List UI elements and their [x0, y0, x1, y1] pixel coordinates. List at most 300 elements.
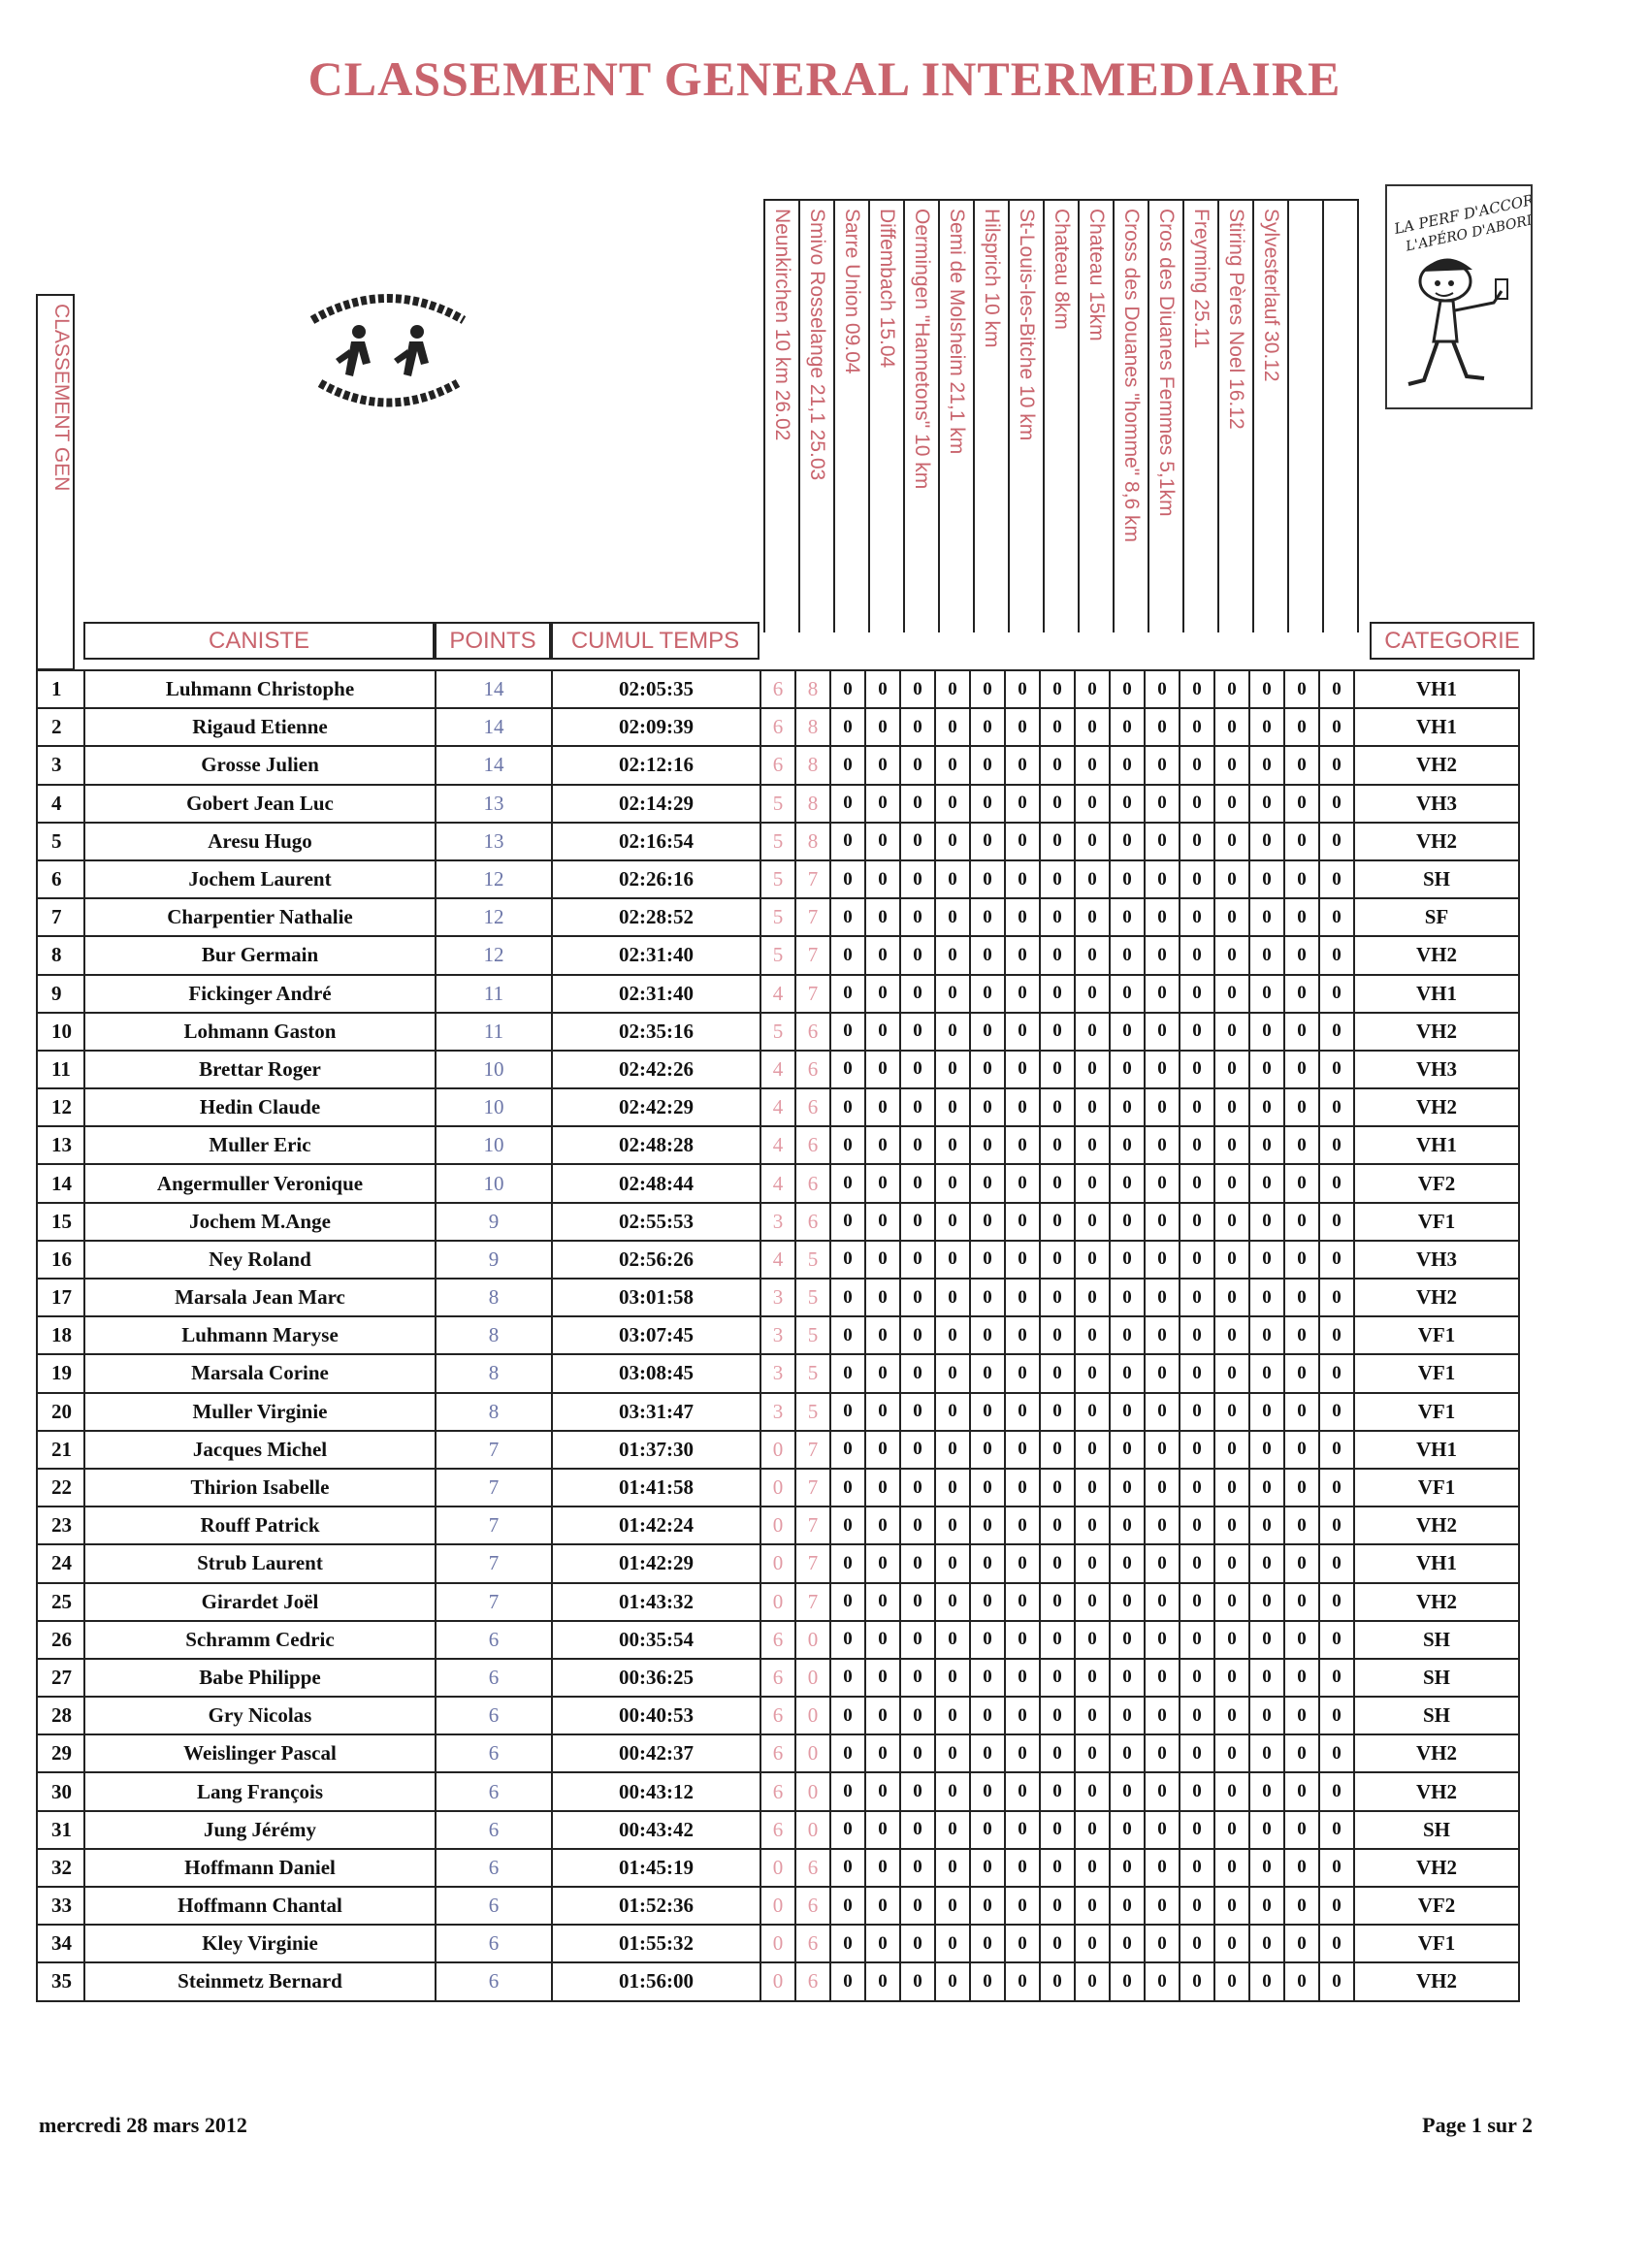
race-points-cell: 0 [1145, 1279, 1180, 1316]
cumul-time-cell: 02:42:26 [552, 1051, 760, 1088]
race-points-cell: 0 [1284, 936, 1319, 974]
categorie-cell: VF2 [1354, 1164, 1519, 1202]
caniste-name: Schramm Cedric [84, 1621, 436, 1659]
race-points-cell: 0 [865, 785, 900, 823]
race-points-cell: 0 [1040, 1126, 1075, 1164]
race-points-cell: 0 [970, 1583, 1005, 1621]
categorie-cell: VF2 [1354, 1887, 1519, 1925]
caniste-name: Jacques Michel [84, 1431, 436, 1469]
race-points-cell: 0 [1040, 1354, 1075, 1392]
rank-cell: 9 [37, 975, 84, 1013]
points-cell: 12 [436, 936, 552, 974]
points-cell: 8 [436, 1393, 552, 1431]
race-points-cell: 5 [795, 1241, 830, 1279]
categorie-cell: VH2 [1354, 1734, 1519, 1772]
race-points-cell: 0 [1249, 1849, 1284, 1887]
points-cell: 6 [436, 1772, 552, 1810]
race-points-cell: 0 [970, 860, 1005, 898]
race-points-cell: 0 [1284, 1962, 1319, 2000]
points-cell: 7 [436, 1544, 552, 1582]
race-points-cell: 0 [1040, 936, 1075, 974]
table-row [37, 1088, 1519, 1126]
table-row [37, 975, 1519, 1013]
race-points-cell: 0 [1040, 1316, 1075, 1354]
race-points-cell: 0 [1214, 1697, 1249, 1734]
race-points-cell: 0 [830, 1887, 865, 1925]
race-header-9 [1045, 201, 1080, 632]
table-row [37, 1469, 1519, 1507]
race-points-cell: 4 [760, 1126, 795, 1164]
race-points-cell: 0 [1249, 1126, 1284, 1164]
race-points-cell: 0 [865, 1544, 900, 1582]
race-points-cell: 0 [1284, 1469, 1319, 1507]
column-header-categorie: CATEGORIE [1370, 622, 1535, 660]
cumul-time-cell: 02:14:29 [552, 785, 760, 823]
race-name: Hilsprich 10 km [981, 209, 1003, 348]
race-points-cell: 0 [970, 1621, 1005, 1659]
categorie-cell: VF1 [1354, 1925, 1519, 1962]
table-row [37, 1621, 1519, 1659]
caniste-name: Weislinger Pascal [84, 1734, 436, 1772]
race-points-cell: 0 [900, 1431, 935, 1469]
race-points-cell: 0 [900, 670, 935, 708]
race-points-cell: 0 [1180, 670, 1214, 708]
race-points-cell: 0 [760, 1962, 795, 2000]
race-points-cell: 0 [1110, 1279, 1145, 1316]
race-points-cell: 0 [1249, 1316, 1284, 1354]
race-points-cell: 0 [1319, 1697, 1354, 1734]
race-points-cell: 0 [1110, 1849, 1145, 1887]
table-row [37, 1354, 1519, 1392]
race-points-cell: 0 [1145, 1203, 1180, 1241]
categorie-cell: VH3 [1354, 785, 1519, 823]
race-points-cell: 0 [865, 860, 900, 898]
race-points-cell: 0 [865, 1013, 900, 1051]
race-points-cell: 0 [935, 1697, 970, 1734]
points-cell: 7 [436, 1583, 552, 1621]
race-points-cell: 5 [760, 860, 795, 898]
points-cell: 13 [436, 823, 552, 860]
race-points-cell: 0 [1249, 746, 1284, 784]
cumul-time-cell: 00:40:53 [552, 1697, 760, 1734]
race-points-cell: 0 [1214, 1621, 1249, 1659]
rank-cell: 22 [37, 1469, 84, 1507]
race-points-cell: 0 [1249, 1469, 1284, 1507]
race-points-cell: 0 [1145, 1241, 1180, 1279]
race-points-cell: 0 [1284, 1734, 1319, 1772]
race-points-cell: 0 [1145, 1164, 1180, 1202]
race-header-2 [800, 201, 835, 632]
caniste-name: Rouff Patrick [84, 1507, 436, 1544]
cumul-time-cell: 02:12:16 [552, 746, 760, 784]
race-points-cell: 0 [1180, 1164, 1214, 1202]
race-points-cell: 0 [1110, 1241, 1145, 1279]
race-points-cell: 0 [1319, 1544, 1354, 1582]
race-points-cell: 0 [1214, 1316, 1249, 1354]
points-cell: 6 [436, 1962, 552, 2000]
race-points-cell: 0 [1005, 1811, 1040, 1849]
race-points-cell: 0 [1005, 1583, 1040, 1621]
race-points-cell: 0 [1075, 1051, 1110, 1088]
race-points-cell: 0 [1040, 785, 1075, 823]
race-points-cell: 0 [1145, 1811, 1180, 1849]
race-points-cell: 0 [1005, 1925, 1040, 1962]
race-points-cell: 0 [1319, 1279, 1354, 1316]
race-points-cell: 0 [970, 898, 1005, 936]
print-date: mercredi 28 mars 2012 [39, 2113, 247, 2137]
points-cell: 6 [436, 1659, 552, 1697]
race-points-cell: 0 [900, 1203, 935, 1241]
race-points-cell: 0 [830, 1469, 865, 1507]
race-points-cell: 0 [1180, 1316, 1214, 1354]
race-points-cell: 0 [865, 670, 900, 708]
rank-cell: 7 [37, 898, 84, 936]
race-points-cell: 0 [1180, 936, 1214, 974]
rank-cell: 30 [37, 1772, 84, 1810]
race-points-cell: 0 [935, 1051, 970, 1088]
race-points-cell: 0 [1180, 708, 1214, 746]
race-points-cell: 0 [1319, 1772, 1354, 1810]
race-points-cell: 0 [830, 1088, 865, 1126]
race-points-cell: 0 [935, 1279, 970, 1316]
race-points-cell: 0 [900, 975, 935, 1013]
race-points-cell: 0 [900, 1279, 935, 1316]
rank-cell: 25 [37, 1583, 84, 1621]
caniste-name: Brettar Roger [84, 1051, 436, 1088]
race-points-cell: 0 [970, 1925, 1005, 1962]
race-points-cell: 0 [1040, 1925, 1075, 1962]
race-points-cell: 0 [1249, 1203, 1284, 1241]
race-points-cell: 0 [1075, 1849, 1110, 1887]
race-points-cell: 0 [865, 1316, 900, 1354]
race-points-cell: 0 [900, 1393, 935, 1431]
race-points-cell: 0 [1249, 1962, 1284, 2000]
race-points-cell: 0 [1180, 1811, 1214, 1849]
race-points-cell: 0 [1214, 1544, 1249, 1582]
race-points-cell: 0 [1040, 1697, 1075, 1734]
race-points-cell: 0 [1005, 1164, 1040, 1202]
race-points-cell: 0 [1249, 1164, 1284, 1202]
race-points-cell: 0 [970, 936, 1005, 974]
race-points-cell: 0 [830, 1659, 865, 1697]
race-points-cell: 0 [830, 746, 865, 784]
race-points-cell: 0 [1145, 1469, 1180, 1507]
race-points-cell: 0 [1110, 1469, 1145, 1507]
race-points-cell: 0 [865, 1621, 900, 1659]
rank-cell: 32 [37, 1849, 84, 1887]
race-points-cell: 0 [900, 746, 935, 784]
points-cell: 7 [436, 1431, 552, 1469]
race-points-cell: 0 [1180, 1507, 1214, 1544]
race-points-cell: 0 [1180, 1088, 1214, 1126]
table-row [37, 1164, 1519, 1202]
points-cell: 6 [436, 1925, 552, 1962]
race-points-cell: 0 [1214, 785, 1249, 823]
race-points-cell: 0 [1284, 1507, 1319, 1544]
race-points-cell: 0 [1075, 1203, 1110, 1241]
race-points-cell: 0 [935, 1088, 970, 1126]
race-points-cell: 0 [865, 1469, 900, 1507]
categorie-cell: SH [1354, 1621, 1519, 1659]
race-points-cell: 0 [970, 1469, 1005, 1507]
race-points-cell: 0 [1249, 670, 1284, 708]
race-points-cell: 7 [795, 936, 830, 974]
race-points-cell: 0 [1110, 746, 1145, 784]
race-points-cell: 0 [1284, 898, 1319, 936]
rank-cell: 2 [37, 708, 84, 746]
race-points-cell: 0 [1284, 1393, 1319, 1431]
caniste-name: Rigaud Etienne [84, 708, 436, 746]
table-row [37, 1583, 1519, 1621]
points-cell: 7 [436, 1469, 552, 1507]
points-cell: 13 [436, 785, 552, 823]
race-points-cell: 0 [865, 1659, 900, 1697]
points-cell: 9 [436, 1241, 552, 1279]
table-row [37, 1772, 1519, 1810]
caniste-name: Jochem M.Ange [84, 1203, 436, 1241]
table-row [37, 898, 1519, 936]
race-points-cell: 0 [1075, 746, 1110, 784]
race-points-cell: 0 [1214, 1734, 1249, 1772]
race-points-cell: 0 [865, 746, 900, 784]
race-points-cell: 0 [935, 1393, 970, 1431]
race-points-cell: 0 [1180, 1697, 1214, 1734]
race-points-cell: 0 [1040, 975, 1075, 1013]
caniste-name: Hoffmann Chantal [84, 1887, 436, 1925]
race-points-cell: 0 [1040, 1279, 1075, 1316]
race-points-cell: 0 [1319, 1734, 1354, 1772]
race-points-cell: 0 [830, 1962, 865, 2000]
cumul-time-cell: 00:35:54 [552, 1621, 760, 1659]
race-points-cell: 0 [1110, 1088, 1145, 1126]
caniste-name: Muller Virginie [84, 1393, 436, 1431]
race-points-cell: 0 [795, 1697, 830, 1734]
race-points-cell: 0 [1180, 1241, 1214, 1279]
caniste-name: Jochem Laurent [84, 860, 436, 898]
race-points-cell: 0 [1284, 1621, 1319, 1659]
race-points-cell: 0 [1319, 823, 1354, 860]
apero-runner-logo [1385, 184, 1533, 409]
race-points-cell: 0 [1075, 975, 1110, 1013]
race-points-cell: 0 [1040, 1164, 1075, 1202]
race-points-cell: 0 [1145, 1772, 1180, 1810]
classement-gen-label: CLASSEMENT GEN [50, 304, 73, 492]
runners-club-logo [291, 281, 485, 427]
race-points-cell: 0 [1214, 746, 1249, 784]
race-points-cell: 0 [1110, 785, 1145, 823]
cumul-time-cell: 01:45:19 [552, 1849, 760, 1887]
race-points-cell: 0 [935, 898, 970, 936]
race-points-cell: 0 [970, 1393, 1005, 1431]
race-points-cell: 0 [1249, 1583, 1284, 1621]
categorie-cell: VH1 [1354, 708, 1519, 746]
cumul-time-cell: 02:55:53 [552, 1203, 760, 1241]
categorie-cell: VH1 [1354, 1431, 1519, 1469]
caniste-name: Gobert Jean Luc [84, 785, 436, 823]
race-points-cell: 0 [970, 1316, 1005, 1354]
race-points-cell: 0 [970, 1431, 1005, 1469]
race-name: Semi de Molsheim 21,1 km [946, 209, 968, 455]
table-row [37, 1697, 1519, 1734]
race-header-10 [1080, 201, 1115, 632]
race-points-cell: 0 [1145, 1887, 1180, 1925]
table-row [37, 823, 1519, 860]
race-points-cell: 0 [1284, 1659, 1319, 1697]
categorie-cell: VH1 [1354, 670, 1519, 708]
points-cell: 10 [436, 1164, 552, 1202]
cumul-time-cell: 01:43:32 [552, 1583, 760, 1621]
race-points-cell: 0 [1284, 1583, 1319, 1621]
race-points-cell: 0 [1284, 1164, 1319, 1202]
race-points-cell: 0 [865, 1431, 900, 1469]
cumul-time-cell: 02:31:40 [552, 975, 760, 1013]
race-points-cell: 7 [795, 1469, 830, 1507]
cumul-time-cell: 00:42:37 [552, 1734, 760, 1772]
race-points-cell: 0 [970, 1887, 1005, 1925]
table-row [37, 670, 1519, 708]
race-points-cell: 0 [1180, 1203, 1214, 1241]
race-points-cell: 6 [760, 1772, 795, 1810]
race-points-cell: 7 [795, 898, 830, 936]
race-points-cell: 0 [1145, 1088, 1180, 1126]
race-points-cell: 0 [1249, 1887, 1284, 1925]
race-points-cell: 0 [1249, 708, 1284, 746]
categorie-cell: VF1 [1354, 1316, 1519, 1354]
caniste-name: Muller Eric [84, 1126, 436, 1164]
race-points-cell: 0 [1214, 823, 1249, 860]
race-points-cell: 6 [795, 1887, 830, 1925]
race-points-cell: 0 [795, 1734, 830, 1772]
race-name: Neunkirchen 10 km 26.02 [771, 209, 793, 441]
race-points-cell: 3 [760, 1316, 795, 1354]
caniste-name: Thirion Isabelle [84, 1469, 436, 1507]
race-points-cell: 7 [795, 1431, 830, 1469]
table-row [37, 1507, 1519, 1544]
race-points-cell: 8 [795, 823, 830, 860]
race-points-cell: 0 [1040, 1507, 1075, 1544]
race-points-cell: 0 [1005, 1051, 1040, 1088]
race-points-cell: 0 [830, 975, 865, 1013]
rank-cell: 14 [37, 1164, 84, 1202]
race-points-cell: 0 [900, 1013, 935, 1051]
points-cell: 12 [436, 898, 552, 936]
race-points-cell: 0 [935, 1621, 970, 1659]
race-points-cell: 0 [830, 1811, 865, 1849]
race-points-cell: 0 [1249, 975, 1284, 1013]
race-points-cell: 0 [865, 1126, 900, 1164]
rank-cell: 8 [37, 936, 84, 974]
race-points-cell: 0 [900, 860, 935, 898]
rank-cell: 19 [37, 1354, 84, 1392]
race-points-cell: 0 [1319, 1088, 1354, 1126]
race-points-cell: 0 [900, 1962, 935, 2000]
race-points-cell: 0 [865, 1697, 900, 1734]
race-points-cell: 0 [1110, 1164, 1145, 1202]
race-points-cell: 0 [1040, 1051, 1075, 1088]
race-points-cell: 0 [1005, 1697, 1040, 1734]
race-points-cell: 0 [1145, 785, 1180, 823]
race-points-cell: 5 [795, 1279, 830, 1316]
categorie-cell: VF1 [1354, 1354, 1519, 1392]
race-points-cell: 0 [795, 1811, 830, 1849]
race-points-cell: 0 [1249, 1734, 1284, 1772]
race-points-cell: 0 [1214, 1203, 1249, 1241]
race-points-cell: 0 [760, 1507, 795, 1544]
race-points-cell: 0 [865, 1772, 900, 1810]
race-points-cell: 0 [1214, 1241, 1249, 1279]
race-points-cell: 0 [935, 936, 970, 974]
race-points-cell: 0 [1249, 1621, 1284, 1659]
race-points-cell: 8 [795, 746, 830, 784]
race-points-cell: 5 [760, 898, 795, 936]
race-points-cell: 0 [1249, 1354, 1284, 1392]
cumul-time-cell: 01:42:29 [552, 1544, 760, 1582]
column-header-points: POINTS [435, 622, 551, 660]
race-points-cell: 0 [1180, 746, 1214, 784]
race-points-cell: 0 [1284, 785, 1319, 823]
race-points-cell: 0 [830, 1279, 865, 1316]
categorie-cell: SF [1354, 898, 1519, 936]
rank-cell: 12 [37, 1088, 84, 1126]
race-points-cell: 0 [900, 1316, 935, 1354]
cartoon-runner-icon [1387, 186, 1531, 407]
race-points-cell: 0 [1145, 670, 1180, 708]
race-points-cell: 0 [1214, 1925, 1249, 1962]
categorie-cell: SH [1354, 1697, 1519, 1734]
points-cell: 10 [436, 1088, 552, 1126]
points-cell: 7 [436, 1507, 552, 1544]
race-points-cell: 0 [1040, 1811, 1075, 1849]
rank-cell: 33 [37, 1887, 84, 1925]
race-points-cell: 0 [1180, 1621, 1214, 1659]
race-points-cell: 0 [1005, 1621, 1040, 1659]
race-name: Chateau 15km [1085, 209, 1108, 341]
race-points-cell: 0 [1005, 1469, 1040, 1507]
race-points-cell: 0 [865, 1203, 900, 1241]
rank-cell: 27 [37, 1659, 84, 1697]
race-points-cell: 5 [760, 1013, 795, 1051]
categorie-cell: SH [1354, 1811, 1519, 1849]
race-points-cell: 5 [795, 1316, 830, 1354]
race-points-cell: 0 [1284, 1051, 1319, 1088]
race-points-cell: 7 [795, 1507, 830, 1544]
race-header-11 [1115, 201, 1149, 632]
race-points-cell: 0 [1145, 1544, 1180, 1582]
race-points-cell: 0 [1040, 1241, 1075, 1279]
race-points-cell: 0 [935, 1583, 970, 1621]
race-points-cell: 4 [760, 975, 795, 1013]
race-points-cell: 0 [1214, 1772, 1249, 1810]
table-row [37, 1241, 1519, 1279]
race-points-cell: 0 [1110, 1734, 1145, 1772]
race-points-cell: 7 [795, 1544, 830, 1582]
race-points-cell: 0 [1005, 1734, 1040, 1772]
race-points-cell: 0 [1249, 1811, 1284, 1849]
race-points-cell: 0 [1214, 708, 1249, 746]
categorie-cell: VH2 [1354, 1583, 1519, 1621]
rank-cell: 21 [37, 1431, 84, 1469]
caniste-name: Babe Philippe [84, 1659, 436, 1697]
race-name: Chateau 8km [1051, 209, 1073, 330]
race-points-cell: 0 [970, 1507, 1005, 1544]
race-points-cell: 0 [1040, 1013, 1075, 1051]
race-points-cell: 6 [795, 1088, 830, 1126]
rank-cell: 20 [37, 1393, 84, 1431]
race-points-cell: 0 [1040, 898, 1075, 936]
race-points-cell: 0 [865, 1887, 900, 1925]
race-points-cell: 0 [1319, 708, 1354, 746]
race-points-cell: 0 [1040, 1659, 1075, 1697]
